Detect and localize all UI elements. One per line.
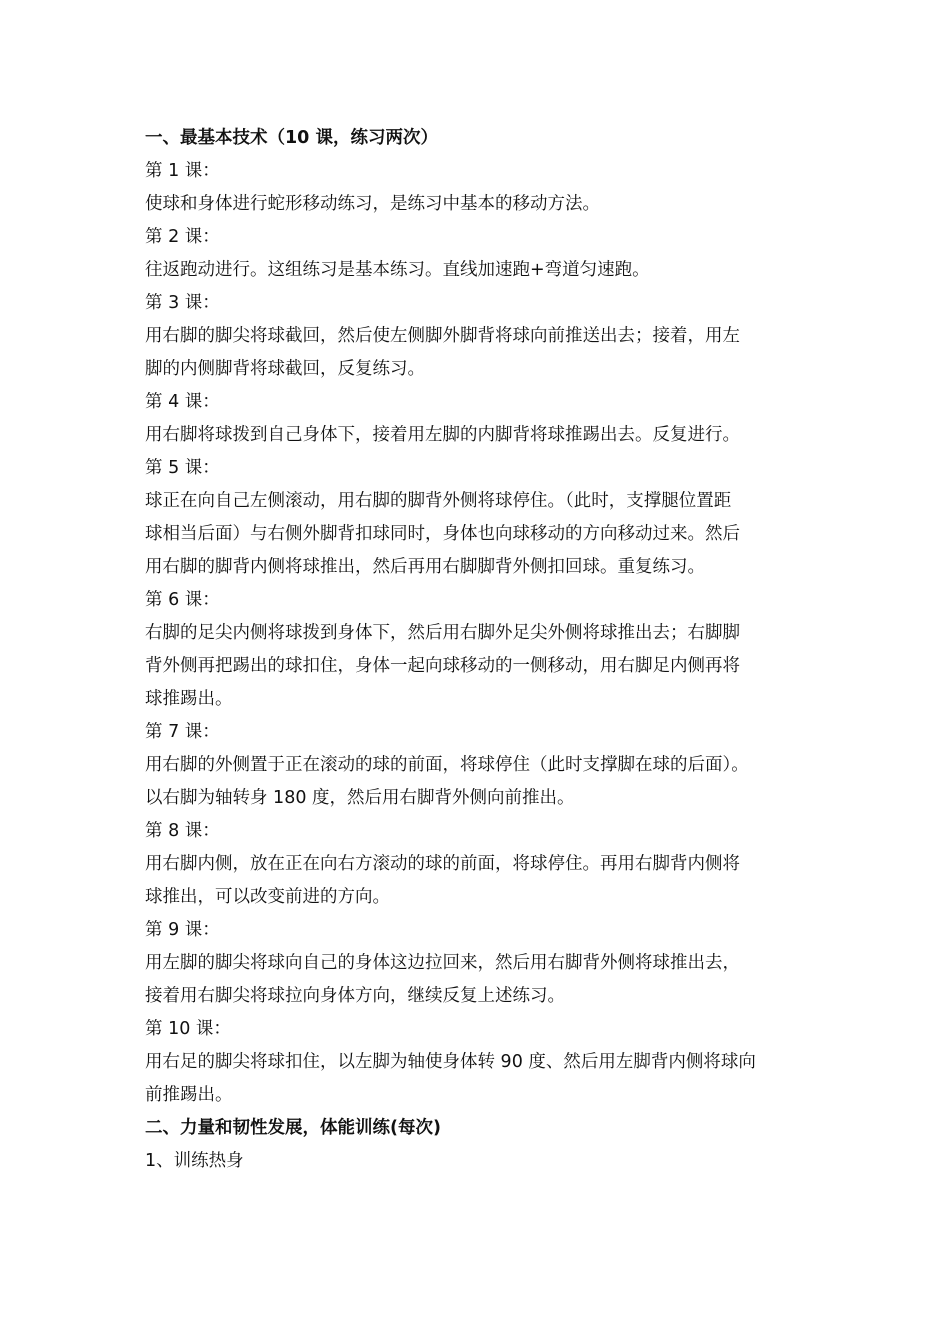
lesson-label: 第 9 课：: [145, 920, 220, 940]
lesson-7: [145, 716, 815, 815]
lesson-text-line: 以右脚为轴转身 180 度，然后用右脚背外侧向前推出。: [145, 788, 575, 808]
lesson-text-line: 用右脚的脚尖将球截回，然后使左侧脚外脚背将球向前推送出去；接着，用左: [145, 326, 740, 346]
lesson-text-line: 用右脚的脚背内侧将球推出，然后再用右脚脚背外侧扣回球。重复练习。: [145, 557, 705, 577]
lesson-text-line: 用右足的脚尖将球扣住，以左脚为轴使身体转 90 度、然后用左脚背内侧将球向: [145, 1052, 756, 1072]
section-2-heading: 二、力量和韧性发展，体能训练(每次): [145, 1118, 441, 1138]
lesson-10: [145, 1013, 815, 1112]
lesson-label: 第 2 课：: [145, 227, 220, 247]
lesson-text-line: 球推出，可以改变前进的方向。: [145, 887, 390, 907]
lesson-text-line: 用右脚的外侧置于正在滚动的球的前面，将球停住（此时支撑脚在球的后面）。: [145, 755, 749, 775]
lesson-text-line: 前推踢出。: [145, 1085, 233, 1105]
lesson-text-line: 球正在向自己左侧滚动，用右脚的脚背外侧将球停住。（此时，支撑腿位置距: [145, 491, 732, 511]
lesson-label: 第 3 课：: [145, 293, 220, 313]
lesson-2: [145, 221, 815, 287]
lesson-text-line: 用右脚将球拨到自己身体下，接着用左脚的内脚背将球推踢出去。反复进行。: [145, 425, 740, 445]
lesson-label: 第 10 课：: [145, 1019, 231, 1039]
lesson-1: [145, 155, 815, 221]
lesson-text-line: 使球和身体进行蛇形移动练习，是练习中基本的移动方法。: [145, 194, 600, 214]
section-2-item-1: 1、训练热身: [145, 1151, 244, 1171]
lesson-text-line: 往返跑动进行。这组练习是基本练习。直线加速跑+弯道匀速跑。: [145, 260, 650, 280]
lesson-label: 第 8 课：: [145, 821, 220, 841]
section-1-heading: 一、最基本技术（10 课，练习两次）: [145, 128, 438, 148]
lesson-label: 第 6 课：: [145, 590, 220, 610]
lesson-text-line: 右脚的足尖内侧将球拨到身体下，然后用右脚外足尖外侧将球推出去；右脚脚: [145, 623, 740, 643]
lesson-6: [145, 584, 815, 716]
lesson-text-line: 脚的内侧脚背将球截回，反复练习。: [145, 359, 425, 379]
lesson-4: [145, 386, 815, 452]
lesson-8: [145, 815, 815, 914]
lesson-label: 第 5 课：: [145, 458, 220, 478]
lesson-text-line: 背外侧再把踢出的球扣住，身体一起向球移动的一侧移动，用右脚足内侧再将: [145, 656, 740, 676]
lesson-text-line: 接着用右脚尖将球拉向身体方向，继续反复上述练习。: [145, 986, 565, 1006]
document-body: [145, 122, 815, 1178]
lesson-label: 第 4 课：: [145, 392, 220, 412]
lesson-label: 第 1 课：: [145, 161, 220, 181]
lesson-text-line: 球推踢出。: [145, 689, 233, 709]
lesson-text-line: 用左脚的脚尖将球向自己的身体这边拉回来，然后用右脚背外侧将球推出去，: [145, 953, 740, 973]
lesson-text-line: 球相当后面）与右侧外脚背扣球同时，身体也向球移动的方向移动过来。然后: [145, 524, 740, 544]
lesson-text-line: 用右脚内侧，放在正在向右方滚动的球的前面，将球停住。再用右脚背内侧将: [145, 854, 740, 874]
lesson-9: [145, 914, 815, 1013]
lesson-label: 第 7 课：: [145, 722, 220, 742]
lesson-3: [145, 287, 815, 386]
lesson-5: [145, 452, 815, 584]
